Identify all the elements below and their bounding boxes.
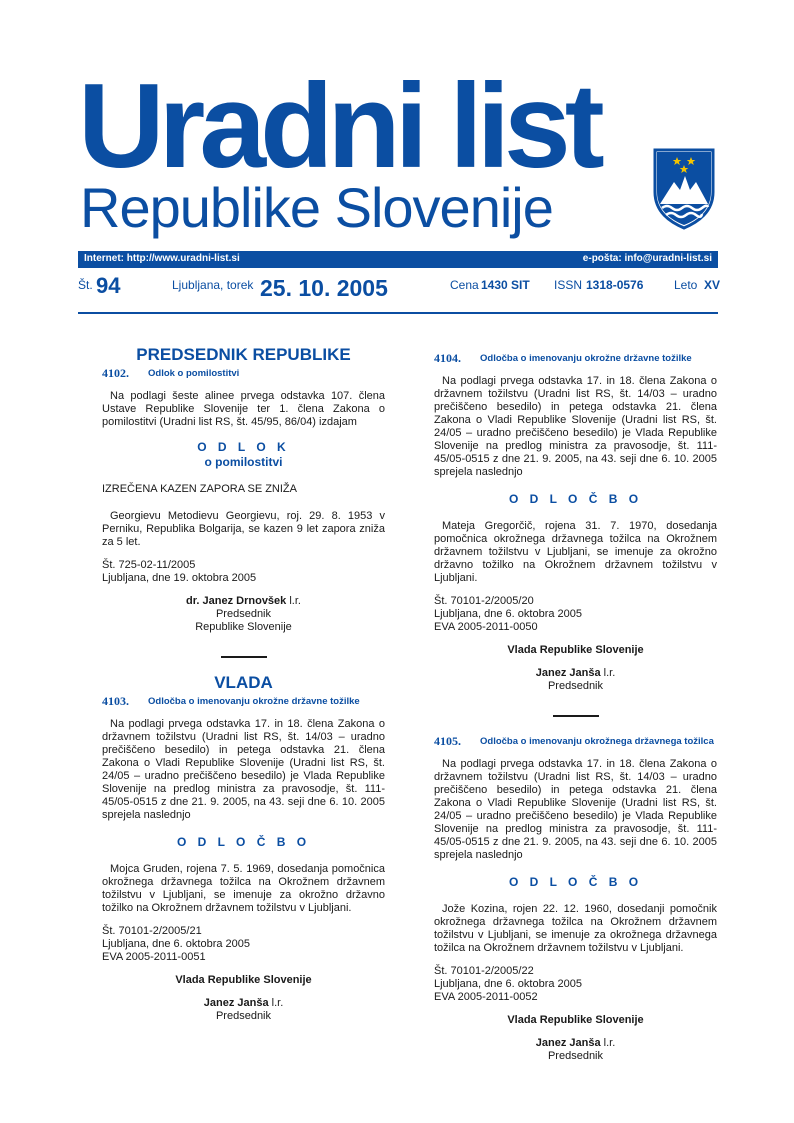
year-value: XV — [704, 278, 721, 292]
signatory-role: Predsednik — [215, 1010, 272, 1022]
article-paragraph: Mojca Gruden, rojena 7. 5. 1969, dosedanja pomočnica okrožnega državnega tožilca na Okrožnem državnem tožilstvu v Ljubljani, se imenuje za okrožno državno tožilko na Okrožnem državnem tožilstvu v Ljubljani. — [102, 863, 385, 914]
document-title: O D L O Č B O — [508, 875, 643, 889]
article-intro: Na podlagi prvega odstavka 17. in 18. člena Zakona o državnem tožilstvu (Uradni list RS, št. 14/03 – uradno prečiščeno besedilo) in petega odstavka 21. člena Zakona o Vladi Republike Slovenije (Uradni list RS, št. 24/05 – uradno prečiščeno besedilo) je Vlada Republike Slovenije na predlog ministra za pravosodje, št. 111-45/05-0515 z dne 21. 9. 2005, na 43. seji dne 6. 10. 2005 sprejela naslednjo — [434, 375, 717, 478]
reference-eva: EVA 2005-2011-0050 — [434, 621, 538, 633]
article-header — [434, 352, 717, 365]
signatory-name: Janez Janša — [535, 667, 601, 679]
left-column — [102, 344, 385, 1023]
reference-number: Št. 70101-2/2005/22 — [434, 965, 534, 977]
document-title: O D L O K — [197, 440, 290, 454]
article-intro: Na podlagi prvega odstavka 17. in 18. člena Zakona o državnem tožilstvu (Uradni list RS, št. 14/03 – uradno prečiščeno besedilo) in petega odstavka 21. člena Zakona o Vladi Republike Slovenije (Uradni list RS, št. 24/05 – uradno prečiščeno besedilo) je Vlada Republike Slovenije na predlog ministra za pravosodje, št. 111-45/05-0515 z dne 21. 9. 2005, na 43. seji dne 6. 10. 2005 sprejela naslednjo — [102, 718, 385, 821]
signatory-role: Predsednik — [215, 608, 272, 620]
signatory-name: Janez Janša — [535, 1037, 601, 1049]
article-title: Odločba o imenovanju okrožne državne tožilke — [480, 353, 692, 364]
coat-of-arms-icon — [652, 148, 716, 230]
issn-value: 1318-0576 — [586, 278, 644, 292]
article-intro: Na podlagi prvega odstavka 17. in 18. člena Zakona o državnem tožilstvu (Uradni list RS, št. 14/03 – uradno prečiščeno besedilo) in petega odstavka 21. člena Zakona o Vladi Republike Slovenije (Uradni list RS, št. 24/05 – uradno prečiščeno besedilo) je Vlada Republike Slovenije na predlog ministra za pravosodje, št. 111-45/05-0515 z dne 21. 9. 2005, na 43. seji dne 6. 10. 2005 sprejela naslednjo — [434, 758, 717, 861]
signatory-lr: l.r. — [286, 595, 301, 607]
article-paragraph: IZREČENA KAZEN ZAPORA SE ZNIŽA — [102, 483, 297, 495]
reference-eva: EVA 2005-2011-0051 — [102, 951, 206, 963]
issuing-body: Vlada Republike Slovenije — [507, 1014, 644, 1026]
reference-block — [434, 595, 717, 634]
issue-meta — [78, 272, 721, 306]
reference-date: Ljubljana, dne 6. oktobra 2005 — [102, 938, 251, 950]
reference-date: Ljubljana, dne 6. oktobra 2005 — [434, 608, 583, 620]
section-title: PREDSEDNIK REPUBLIKE — [136, 345, 351, 364]
right-column — [434, 352, 717, 1063]
article-number: 4103. — [102, 694, 129, 708]
website-link[interactable]: Internet: http://www.uradni-list.si — [84, 253, 240, 264]
article-header — [434, 735, 717, 748]
article-intro: Na podlagi šeste alinee prvega odstavka 107. člena Ustave Republike Slovenije ter 1. člena Zakona o pomilostitvi (Uradni list RS, št. 45/95, 86/04) izdajam — [102, 390, 385, 428]
email-link[interactable]: e-pošta: info@uradni-list.si — [582, 253, 712, 264]
article-paragraph: Jože Kozina, rojen 22. 12. 1960, dosedanji pomočnik okrožnega državnega tožilca na Okrožnem državnem tožilstvu v Ljubljani, se imenuje za okrožnega državnega tožilca na Okrožnem državnem tožilstvu v Ljubljani. — [434, 903, 717, 954]
reference-date: Ljubljana, dne 19. oktobra 2005 — [102, 572, 257, 584]
signatory-role: Republike Slovenije — [195, 621, 292, 633]
document-title: O D L O Č B O — [508, 492, 643, 506]
article-number: 4104. — [434, 351, 461, 365]
masthead-subtitle: Republike Slovenije — [80, 176, 553, 239]
reference-number: Št. 725-02-11/2005 — [102, 559, 196, 571]
article-paragraph: Mateja Gregorčič, rojena 31. 7. 1970, dosedanja pomočnica okrožnega državnega tožilca na Okrožnem državnem tožilstvu v Ljubljani, se imenuje za okrožno državno tožilko na Okrožnem državnem tožilstvu v Ljubljani. — [434, 520, 717, 584]
issuing-body: Vlada Republike Slovenije — [175, 974, 312, 986]
issuing-body: Vlada Republike Slovenije — [507, 644, 644, 656]
article-title: Odločba o imenovanju okrožne državne tožilke — [148, 696, 360, 707]
reference-date: Ljubljana, dne 6. oktobra 2005 — [434, 978, 583, 990]
document-subtitle: o pomilostitvi — [204, 455, 283, 469]
signatory-name: Janez Janša — [203, 997, 269, 1009]
article-title: Odločba o imenovanju okrožnega državnega tožilca — [480, 736, 714, 747]
reference-number: Št. 70101-2/2005/20 — [434, 595, 534, 607]
issn-label: ISSN — [554, 278, 583, 292]
place-day: Ljubljana, torek — [172, 278, 254, 292]
article-number: 4102. — [102, 366, 129, 380]
year-label: Leto — [674, 278, 698, 292]
contact-bar — [78, 251, 718, 268]
reference-block — [434, 965, 717, 1004]
signatory-lr: l.r. — [600, 1037, 616, 1049]
issue-date: 25. 10. 2005 — [260, 275, 388, 301]
signature-block — [102, 997, 385, 1023]
reference-block — [102, 925, 385, 964]
section-separator — [553, 715, 599, 717]
price-label: Cena — [450, 278, 479, 292]
signature-block — [434, 1037, 717, 1063]
reference-block — [102, 559, 385, 585]
document-title: O D L O Č B O — [176, 835, 311, 849]
section-title: VLADA — [214, 673, 273, 692]
issue-label: Št. — [78, 278, 93, 292]
article-number: 4105. — [434, 734, 461, 748]
signatory-role: Predsednik — [547, 1050, 604, 1062]
article-header — [102, 367, 385, 380]
issue-number: 94 — [96, 273, 121, 298]
article-header — [102, 695, 385, 708]
signatory-lr: l.r. — [600, 667, 616, 679]
signatory-name: dr. Janez Drnovšek — [186, 595, 287, 607]
signatory-lr: l.r. — [268, 997, 284, 1009]
reference-eva: EVA 2005-2011-0052 — [434, 991, 538, 1003]
signature-block — [102, 595, 385, 634]
reference-number: Št. 70101-2/2005/21 — [102, 925, 202, 937]
article-paragraph: Georgievu Metodievu Georgievu, roj. 29. 8. 1953 v Perniku, Republika Bolgarija, se kazen 9 let zapora zniža za 5 let. — [102, 510, 385, 548]
signatory-role: Predsednik — [547, 680, 604, 692]
masthead-title: Uradni list — [78, 59, 599, 193]
signature-block — [434, 667, 717, 693]
section-separator — [221, 656, 267, 658]
header-divider — [78, 312, 718, 314]
article-title: Odlok o pomilostitvi — [148, 368, 240, 379]
price-value: 1430 SIT — [481, 278, 530, 292]
